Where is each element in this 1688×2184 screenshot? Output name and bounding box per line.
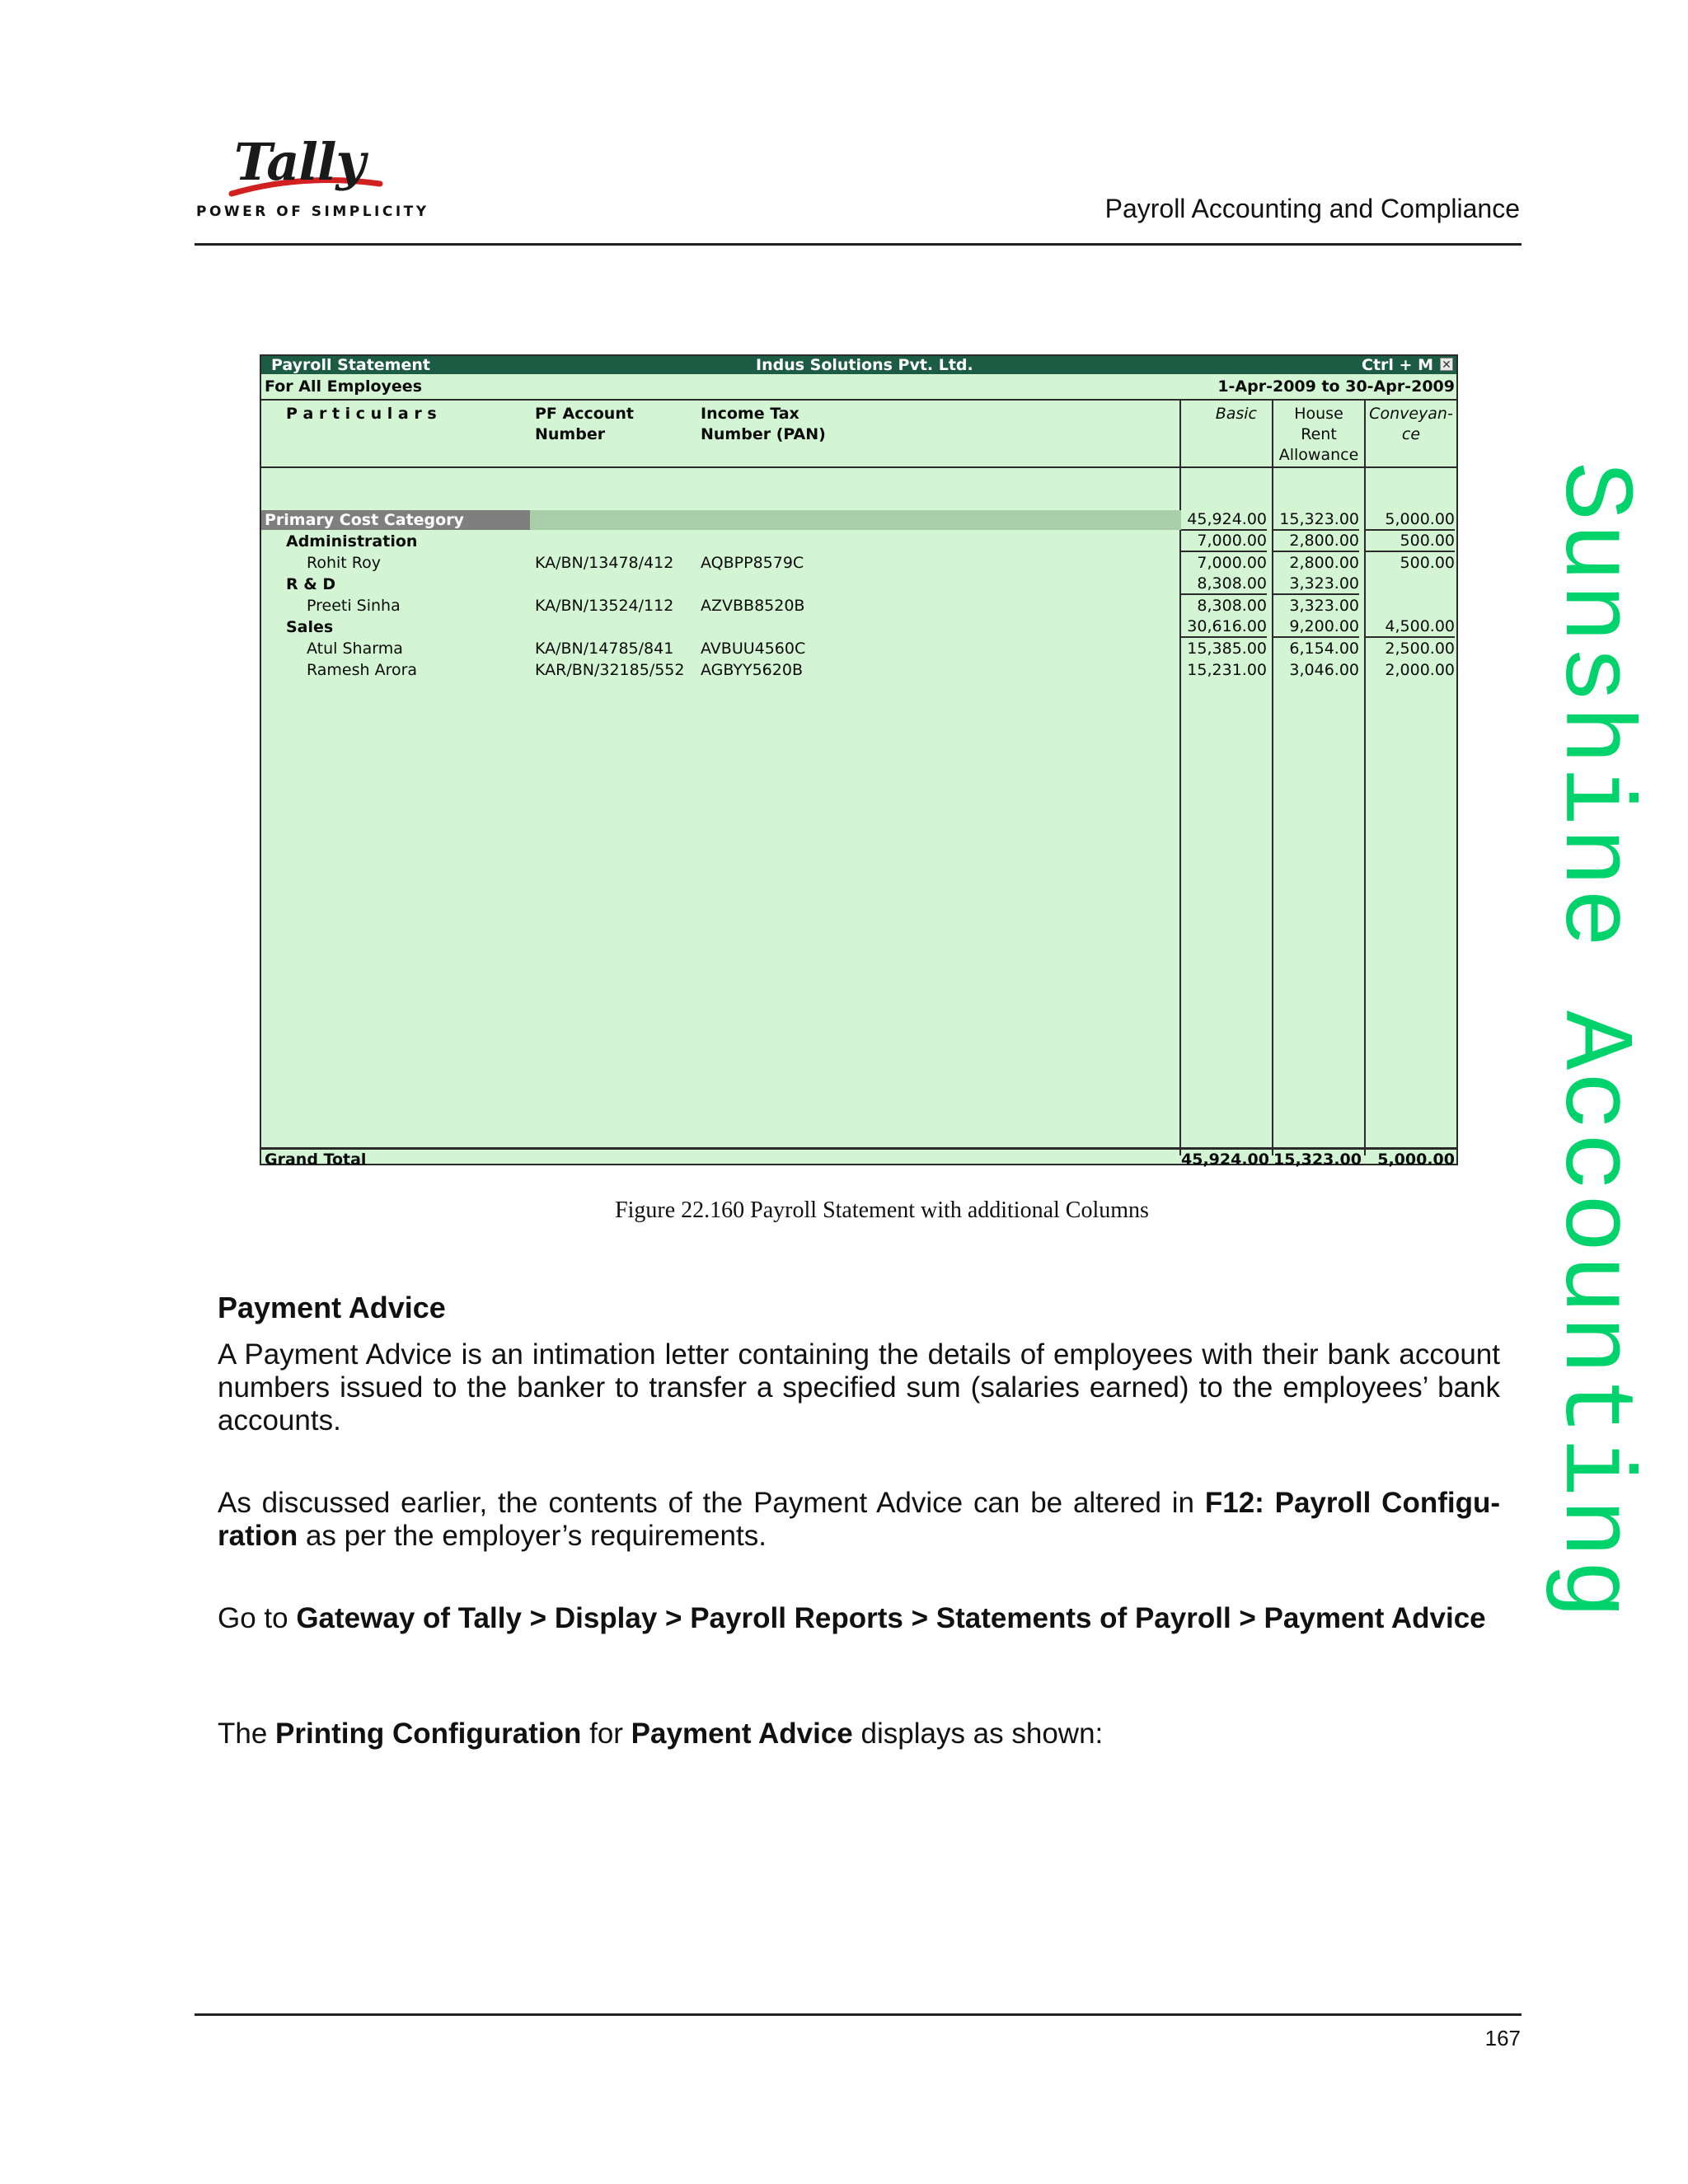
grand-total-label: Grand Total bbox=[265, 1151, 367, 1169]
report-subheader bbox=[261, 374, 1456, 401]
col-pf-line2: Number bbox=[535, 425, 606, 443]
primary-hra: 15,323.00 bbox=[1273, 509, 1359, 531]
table-row[interactable] bbox=[261, 574, 1456, 595]
col-conv-line2: ce bbox=[1401, 425, 1421, 443]
footer-rule bbox=[195, 2013, 1522, 2016]
row-name: Rohit Roy bbox=[307, 554, 381, 572]
row-hra: 2,800.00 bbox=[1273, 531, 1359, 552]
para3-text: Go to bbox=[218, 1602, 297, 1634]
para2-text: As discussed earlier, the contents of the Payment Advice can be altered in bbox=[218, 1487, 1205, 1519]
header-divider bbox=[261, 466, 1456, 468]
row-basic: 8,308.00 bbox=[1181, 574, 1267, 595]
col-hra-line3: Allowance bbox=[1278, 446, 1359, 464]
paragraph-printing bbox=[218, 1718, 1500, 1750]
employee-scope: For All Employees bbox=[265, 377, 423, 396]
payroll-statement-screen bbox=[260, 354, 1458, 1169]
grand-total-basic: 45,924.00 bbox=[1181, 1151, 1269, 1169]
row-conveyance: 2,500.00 bbox=[1385, 640, 1455, 658]
row-name: R & D bbox=[286, 575, 336, 593]
row-pan: AQBPP8579C bbox=[701, 554, 804, 572]
row-conveyance: 500.00 bbox=[1400, 554, 1455, 572]
row-pf: KA/BN/13524/112 bbox=[535, 597, 674, 615]
row-name: Sales bbox=[286, 618, 334, 636]
row-name: Preeti Sinha bbox=[307, 597, 401, 615]
primary-basic: 45,924.00 bbox=[1181, 509, 1267, 531]
logo-tagline: POWER OF SIMPLICITY bbox=[196, 204, 429, 220]
para4-text: The bbox=[218, 1718, 276, 1750]
table-row[interactable] bbox=[261, 638, 1456, 659]
report-name: Payroll Statement bbox=[271, 356, 430, 374]
row-pan: AZVBB8520B bbox=[701, 597, 805, 615]
table-row[interactable] bbox=[261, 659, 1456, 681]
col-pf-account bbox=[535, 404, 634, 445]
tally-logo bbox=[195, 132, 429, 231]
row-conveyance: 2,000.00 bbox=[1385, 661, 1455, 679]
row-basic: 30,616.00 bbox=[1181, 616, 1267, 638]
row-hra: 3,046.00 bbox=[1289, 661, 1359, 679]
para2-bold: F12: Payroll Configu-ration bbox=[218, 1487, 1500, 1552]
watermark-text: Sunshine Accounting bbox=[1536, 462, 1648, 1621]
table-row[interactable] bbox=[261, 552, 1456, 574]
col-particulars: P a r t i c u l a r s bbox=[286, 405, 437, 423]
row-conveyance: 4,500.00 bbox=[1366, 616, 1455, 638]
col-conv-line1: Conveyan- bbox=[1369, 405, 1453, 423]
row-pan: AVBUU4560C bbox=[701, 640, 806, 658]
para4-bold2: Payment Advice bbox=[631, 1718, 853, 1750]
page-header bbox=[195, 132, 1522, 246]
row-hra: 6,154.00 bbox=[1289, 640, 1359, 658]
paragraph-intro: A Payment Advice is an intimation letter containing the details of employees with their bank account numbers issued to the banker to transfer a specified sum (salaries earned) to the employees’ bank accounts. bbox=[218, 1338, 1500, 1436]
screen-title-bar bbox=[261, 356, 1456, 374]
col-income-tax bbox=[701, 404, 826, 445]
col-basic: Basic bbox=[1215, 405, 1257, 423]
shortcut-hint: Ctrl + M bbox=[1362, 356, 1433, 374]
logo-word: Tally bbox=[234, 132, 365, 192]
grand-total-row bbox=[261, 1147, 1456, 1168]
close-icon[interactable]: ✕ bbox=[1440, 358, 1453, 371]
col-hra bbox=[1273, 404, 1364, 466]
row-name: Administration bbox=[286, 532, 418, 551]
col-pan-line2: Number (PAN) bbox=[701, 425, 826, 443]
row-pf: KA/BN/13478/412 bbox=[535, 554, 674, 572]
col-pf-line1: PF Account bbox=[535, 405, 634, 423]
row-pan: AGBYY5620B bbox=[701, 661, 803, 679]
primary-category-label[interactable]: Primary Cost Category bbox=[261, 510, 530, 530]
company-name: Indus Solutions Pvt. Ltd. bbox=[756, 356, 973, 374]
row-basic: 15,231.00 bbox=[1187, 661, 1267, 679]
chapter-title: Payroll Accounting and Compliance bbox=[1104, 194, 1520, 223]
row-pf: KA/BN/14785/841 bbox=[535, 640, 674, 658]
page-number: 167 bbox=[1484, 2026, 1521, 2050]
primary-conveyance: 5,000.00 bbox=[1366, 509, 1455, 531]
row-basic: 7,000.00 bbox=[1181, 531, 1267, 552]
grand-total-hra: 15,323.00 bbox=[1273, 1151, 1362, 1169]
grand-total-conveyance: 5,000.00 bbox=[1377, 1151, 1455, 1169]
para2-tail: as per the employer’s requirements. bbox=[298, 1520, 767, 1552]
col-hra-line1: House bbox=[1294, 405, 1343, 423]
paragraph-navigation bbox=[218, 1602, 1500, 1635]
col-pan-line1: Income Tax bbox=[701, 405, 799, 423]
col-hra-line2: Rent bbox=[1301, 425, 1337, 443]
report-period: 1-Apr-2009 to 30-Apr-2009 bbox=[1217, 377, 1455, 396]
figure-caption: Figure 22.160 Payroll Statement with additional Columns bbox=[615, 1197, 1149, 1223]
paragraph-config bbox=[218, 1487, 1500, 1553]
row-basic: 7,000.00 bbox=[1197, 554, 1267, 572]
row-name: Ramesh Arora bbox=[307, 661, 418, 679]
row-basic: 15,385.00 bbox=[1187, 640, 1267, 658]
row-name: Atul Sharma bbox=[307, 640, 403, 658]
row-hra: 2,800.00 bbox=[1289, 554, 1359, 572]
row-conveyance: 500.00 bbox=[1366, 531, 1455, 552]
table-row[interactable] bbox=[261, 595, 1456, 616]
row-hra: 3,323.00 bbox=[1273, 574, 1359, 595]
primary-category-values bbox=[261, 509, 1456, 531]
col-conveyance bbox=[1366, 404, 1456, 445]
row-hra: 3,323.00 bbox=[1289, 597, 1359, 615]
row-hra: 9,200.00 bbox=[1273, 616, 1359, 638]
table-row[interactable] bbox=[261, 531, 1456, 552]
para4-mid: for bbox=[581, 1718, 631, 1750]
row-pf: KAR/BN/32185/552 bbox=[535, 661, 685, 679]
para3-path: Gateway of Tally > Display > Payroll Reports > Statements of Payroll > Payment Advice bbox=[296, 1602, 1486, 1634]
para4-bold1: Printing Configuration bbox=[275, 1718, 582, 1750]
para4-tail: displays as shown: bbox=[852, 1718, 1104, 1750]
table-row[interactable] bbox=[261, 616, 1456, 638]
row-basic: 8,308.00 bbox=[1197, 597, 1267, 615]
section-title: Payment Advice bbox=[218, 1291, 446, 1324]
